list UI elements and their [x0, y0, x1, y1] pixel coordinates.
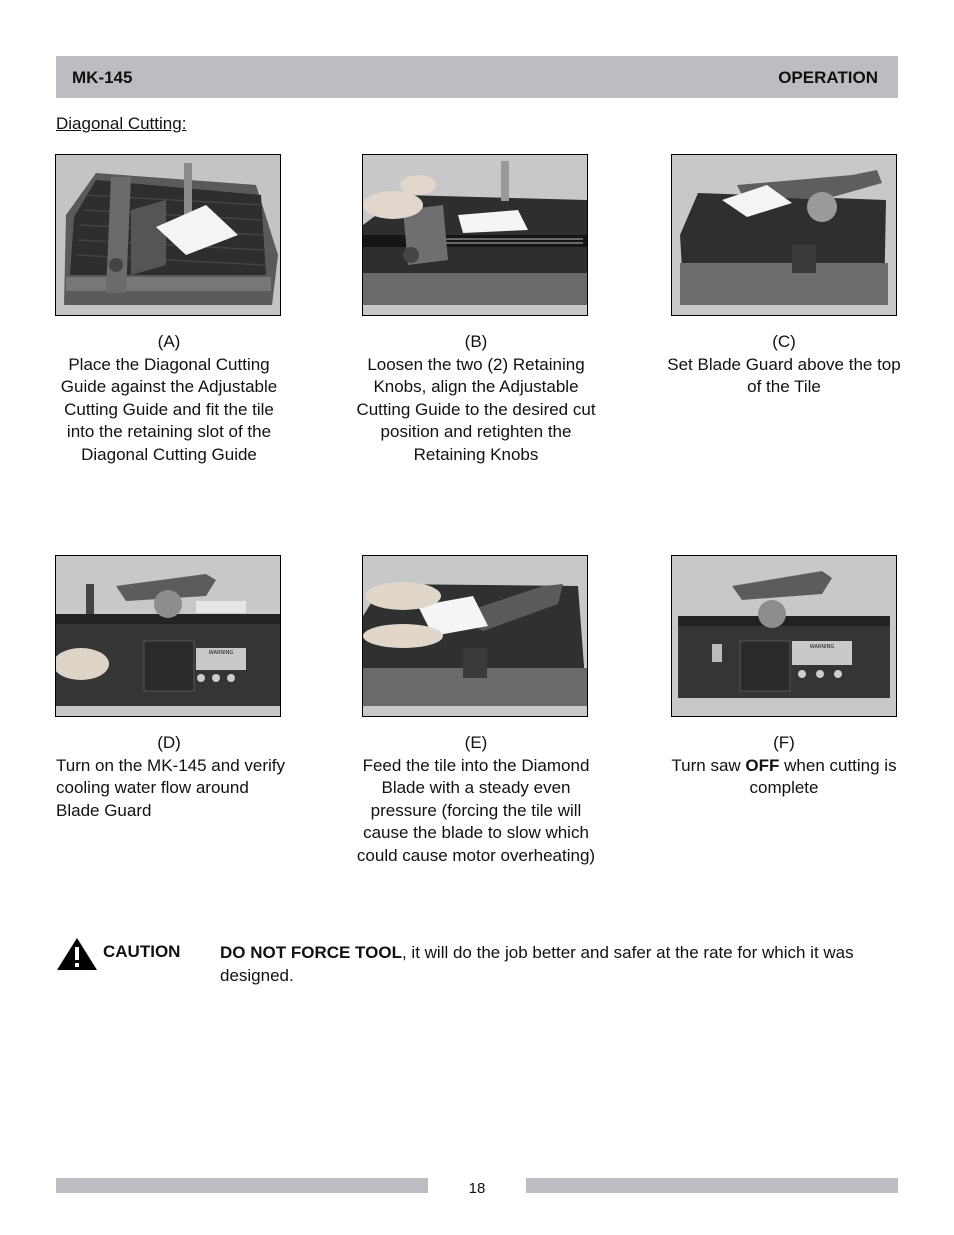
photo-step-f [671, 555, 897, 717]
step-text-bold: OFF [745, 755, 780, 775]
svg-text:WARNING: WARNING [208, 650, 234, 656]
blade-guard-image [672, 155, 896, 315]
step-text: Place the Diagonal Cutting Guide against the Adjustable Cutting Guide and fit the tile into the retaining slot of the Diagonal Cutting Guide [60, 354, 278, 464]
caution-body: , it will do the job better and safer at the rate for which it was designed. [220, 943, 854, 985]
hands-adjusting-guide-image [363, 155, 587, 315]
footer-bar-left [56, 1178, 428, 1193]
caption-step-a [49, 331, 289, 466]
step-text-before: Turn saw [671, 755, 746, 775]
section-title: OPERATION [778, 68, 878, 87]
step-text: Loosen the two (2) Retaining Knobs, align the Adjustable Cutting Guide to the desired cut position and retighten the Retaining Knobs [356, 354, 596, 464]
caution-label: CAUTION [103, 942, 181, 961]
step-label: (E) [464, 733, 488, 752]
step-text-after: when cutting is complete [749, 755, 897, 797]
subsection-title: Diagonal Cutting: [56, 114, 187, 133]
step-label: (D) [157, 733, 181, 752]
turn-on-saw-image [56, 556, 280, 716]
photo-step-b [362, 154, 588, 316]
svg-text:WARNING: WARNING [809, 644, 835, 650]
caution-bold: DO NOT FORCE TOOL [220, 943, 402, 962]
page-number: 18 [468, 1180, 486, 1197]
caution-text [220, 942, 900, 987]
warning-triangle-icon [56, 937, 98, 971]
model-number: MK-145 [72, 68, 133, 87]
saw-diagonal-guide-image [56, 155, 280, 315]
feeding-tile-image [363, 556, 587, 716]
step-text: Turn on the MK-145 and verify cooling water flow around Blade Guard [56, 755, 285, 820]
caption-step-f [664, 732, 904, 800]
photo-step-a [55, 154, 281, 316]
step-label: (B) [464, 332, 488, 351]
footer-bar-right [526, 1178, 898, 1193]
step-label: (C) [772, 332, 796, 351]
photo-step-c [671, 154, 897, 316]
step-label: (A) [157, 332, 181, 351]
step-text: Set Blade Guard above the top of the Tile [667, 354, 901, 396]
photo-step-d [55, 555, 281, 717]
photo-step-e [362, 555, 588, 717]
saw-off-image [672, 556, 896, 716]
caption-step-e [356, 732, 596, 867]
page-header [56, 56, 898, 98]
step-text: Feed the tile into the Diamond Blade with a steady even pressure (forcing the tile will cause the blade to slow which could cause motor overheating) [356, 755, 596, 865]
step-label: (F) [773, 733, 795, 752]
caption-step-c [664, 331, 904, 399]
caption-step-b [356, 331, 596, 466]
caption-step-d [56, 732, 296, 822]
